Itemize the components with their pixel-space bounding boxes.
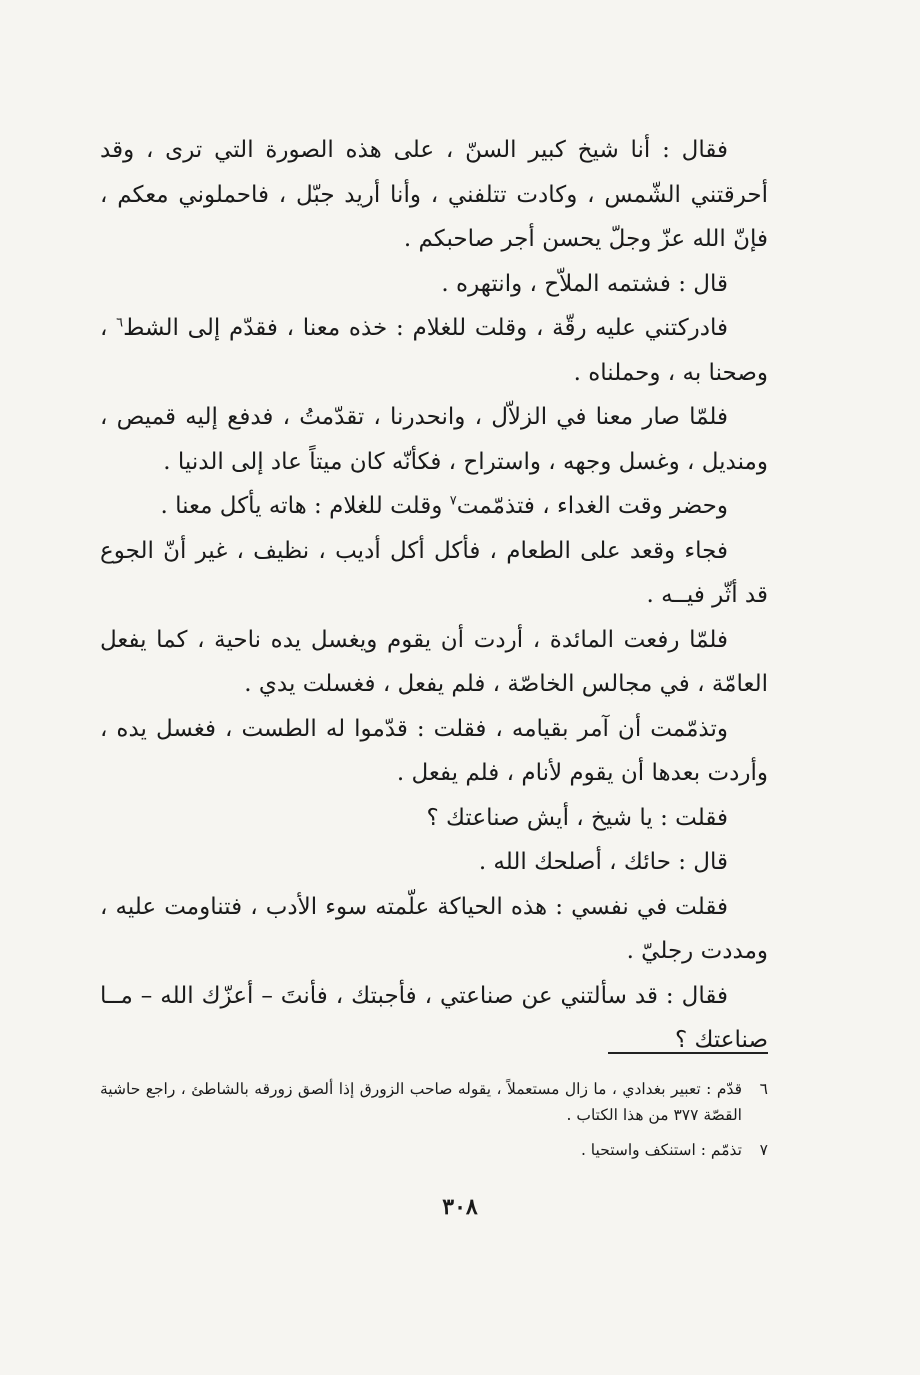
footnote-6 [100,1076,768,1128]
paragraph-3-text: فادركتني عليه رقّة ، وقلت للغلام : خذه معنا ، فقدّم إلى الشط$^٦$ ، وصحنا به ، وحملناه . [100,315,768,386]
footnote-text: تذمّم : استنكف واستحيا . [580,1141,742,1159]
footnote-number: ٦ [759,1080,768,1098]
paragraph-7: فلمّا رفعت المائدة ، أردت أن يقوم ويغسل يده ناحية ، كما يفعل العامّة ، في مجالس الخاصّة ، فلم يفعل ، فغسلت يدي . [100,626,768,697]
paragraph-11: فقلت في نفسي : هذه الحياكة علّمته سوء الأدب ، فتناومت عليه ، ومددت رجليّ . [100,893,768,964]
paragraph-1: فقال : أنا شيخ كبير السنّ ، على هذه الصورة التي ترى ، وقد أحرقتني الشّمس ، وكادت تتلفني ، وأنا أريد جبّل ، فاحملوني معكم ، فإنّ الله عزّ وجلّ يحسن أجر صاحبكم . [100,137,768,252]
footnotes [100,1076,768,1172]
footnote-ref-7: ٧ [449,493,457,509]
footnote-ref-6: ٦ [116,315,124,331]
paragraph-2: قال : فشتمه الملاّح ، وانتهره . [441,270,728,297]
paragraph-5 [100,484,768,529]
paragraph-8: وتذمّمت أن آمر بقيامه ، فقلت : قدّموا له الطست ، فغسل يده ، وأردت بعدها أن يقوم لأنام ، فلم يفعل . [100,715,768,786]
main-text [100,128,768,1063]
paragraph-10: قال : حائك ، أصلحك الله . [478,849,728,875]
footnote-divider [608,1052,768,1054]
footnote-text: قدّم : تعبير بغدادي ، ما زال مستعملاً ، يقوله صاحب الزورق إذا ألصق زورقه بالشاطئ ، راجع حاشية القصّة ٣٧٧ من هذا الكتاب . [100,1080,742,1124]
paragraph-9: فقلت : يا شيخ ، أيش صناعتك ؟ [426,804,728,831]
paragraph-4: فلمّا صار معنا في الزلاّل ، وانحدرنا ، تقدّمتُ ، فدفع إليه قميص ، ومنديل ، وغسل وجهه ، واستراح ، فكأنّه كان ميتاً عاد إلى الدنيا . [100,404,768,475]
paragraph-3 [100,306,768,395]
paragraph-6: فجاء وقعد على الطعام ، فأكل أكل أديب ، نظيف ، غير أنّ الجوع قد أثّر فيــه . [100,537,768,608]
footnote-7 [100,1137,768,1163]
page-number: ٣٠٨ [442,1194,478,1220]
paragraph-5-text: وحضر وقت الغداء ، فتذمّمت$^٧$ وقلت للغلام : هاته يأكل معنا . [160,493,728,519]
footnote-number: ٧ [759,1141,768,1159]
paragraph-12: فقال : قد سألتني عن صناعتي ، فأجبتك ، فأنتَ – أعزّك الله – مــا صناعتك ؟ [100,982,768,1053]
